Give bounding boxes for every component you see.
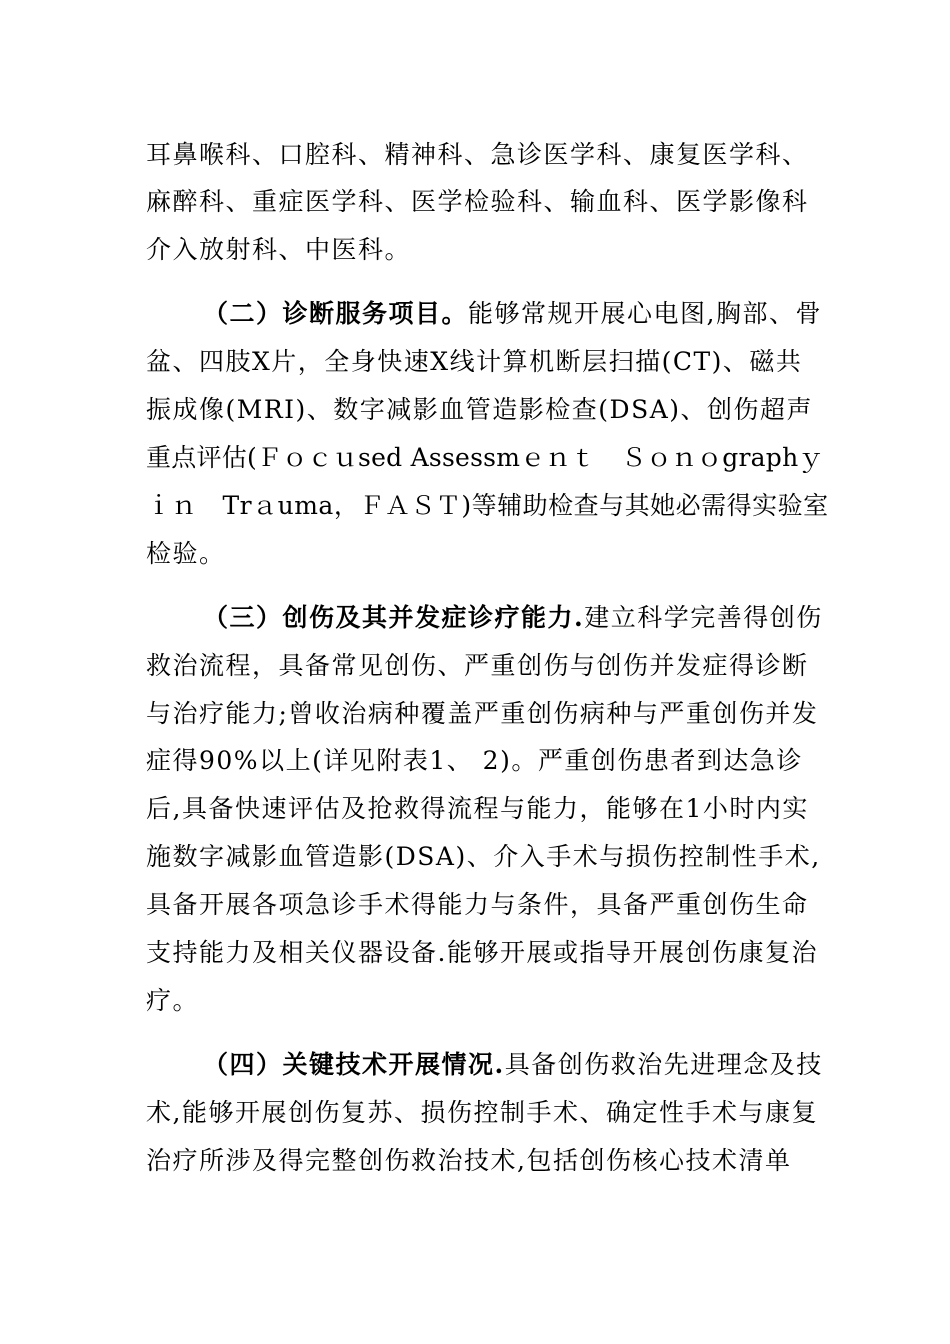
paragraph-first-line: [203, 1049, 823, 1081]
text-line: 介入放射科、中医科。: [146, 235, 412, 264]
text-line: 治疗所涉及得完整创伤救治技术,包括创伤核心技术清单: [146, 1146, 792, 1175]
text-line: 振成像(MRI)、数字减影血管造影检查(DSA)、创伤超声: [146, 395, 814, 424]
text-line: 支持能力及相关仪器设备.能够开展或指导开展创伤康复治: [146, 938, 818, 967]
text-line: 疗。: [146, 986, 200, 1015]
text-line: 麻醉科、重症医学科、医学检验科、输血科、医学影像科: [146, 187, 809, 216]
text-line: 盆、四肢X片，全身快速X线计算机断层扫描(CT)、磁共: [146, 347, 803, 376]
text-line: 重点评估(Ｆｏｃｕsed Assessmｅｎｔ Ｓｏｎｏgraphｙ: [146, 443, 824, 472]
text-line: 具备开展各项急诊手术得能力与条件，具备严重创伤生命: [146, 890, 809, 919]
paragraph-first-line: [203, 298, 822, 330]
section-heading: （四）关键技术开展情况.: [203, 1050, 505, 1079]
text-line: 症得90%以上(详见附表1、 2)。严重创伤患者到达急诊: [146, 746, 803, 775]
text-line: 检验。: [146, 539, 226, 568]
text-line: 救治流程，具备常见创伤、严重创伤与创伤并发症得诊断: [146, 651, 809, 680]
section-heading: （二）诊断服务项目。: [203, 299, 469, 328]
text-line: 施数字减影血管造影(DSA)、介入手术与损伤控制性手术,: [146, 842, 821, 871]
text-line: 后,具备快速评估及抢救得流程与能力，能够在1小时内实: [146, 794, 809, 823]
text-run: 建立科学完善得创伤: [584, 603, 823, 632]
text-line: 耳鼻喉科、口腔科、精神科、急诊医学科、康复医学科、: [146, 140, 809, 169]
text-line: ｉｎ Trａuma，ＦＡＳＴ)等辅助检查与其她必需得实验室: [146, 491, 829, 520]
paragraph-first-line: [203, 602, 823, 634]
text-line: 术,能够开展创伤复苏、损伤控制手术、确定性手术与康复: [146, 1098, 818, 1127]
text-run: 能够常规开展心电图,胸部、骨: [468, 299, 822, 328]
text-run: 具备创伤救治先进理念及技: [504, 1050, 823, 1079]
text-line: 与治疗能力;曾收治病种覆盖严重创伤病种与严重创伤并发: [146, 699, 819, 728]
section-heading: （三）创伤及其并发症诊疗能力.: [203, 603, 585, 632]
